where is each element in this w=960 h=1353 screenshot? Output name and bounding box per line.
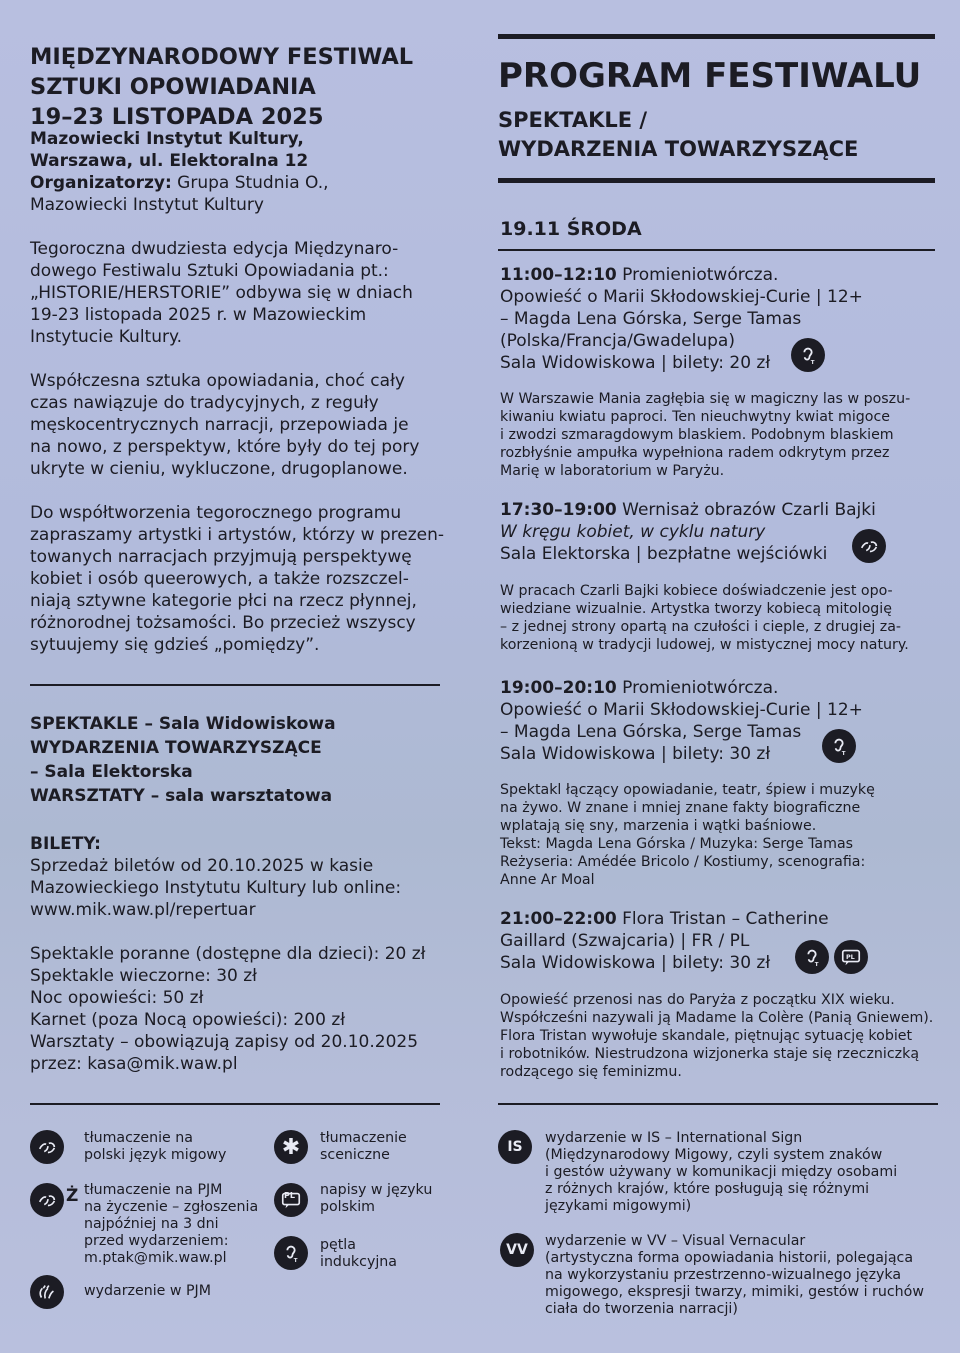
- svg-text:T: T: [814, 962, 819, 968]
- text-line: tłumaczenie: [320, 1130, 407, 1146]
- text-line: Do współtworzenia tegorocznego programu: [30, 503, 402, 523]
- text-line: z różnych krajów, które posługują się różnymi: [545, 1181, 870, 1197]
- text-line: Sala Widowiskowa | bilety: 30 zł: [500, 953, 771, 973]
- text-line: [500, 499, 876, 521]
- header-top-rule: [498, 34, 935, 39]
- event-description: [500, 390, 910, 480]
- text-line: Mazowieckiego Instytutu Kultury lub online:: [30, 878, 402, 898]
- polish-captions-icon: [274, 1183, 308, 1217]
- text-line: Spektakl łączący opowiadanie, teatr, śpiew i muzykę: [500, 782, 875, 798]
- event-21-00: [500, 908, 829, 974]
- tickets-sales: [30, 855, 401, 921]
- text-line: na wykorzystaniu przestrzenno-wizualnego języka: [545, 1267, 902, 1283]
- text-line: wydarzenie w IS – International Sign: [545, 1130, 803, 1146]
- text-line: różnorodnej tożsamości. Bo przecież wszyscy: [30, 613, 416, 633]
- text-line: najpóźniej na 3 dni: [84, 1216, 219, 1232]
- text-line: WARSZTATY – sala warsztatowa: [30, 786, 333, 806]
- svg-text:T: T: [810, 360, 815, 366]
- day-rule: [498, 249, 935, 251]
- divider: [498, 1103, 938, 1105]
- signing-hands-icon: [30, 1275, 64, 1309]
- induction-loop-icon: [795, 940, 829, 974]
- festival-title: [30, 42, 413, 132]
- text-line: Instytucie Kultury.: [30, 327, 183, 347]
- legend-is: [545, 1130, 897, 1215]
- text-line: SPEKTAKLE /: [498, 108, 648, 132]
- text-line: 19–23 LISTOPADA 2025: [30, 104, 324, 130]
- invitation-paragraph: [30, 502, 444, 656]
- on-request-mark: Ż: [66, 1186, 79, 1206]
- text-line: Warszawa, ul. Elektoralna 12: [30, 151, 309, 171]
- text-span: 19:00–20:10: [500, 678, 617, 698]
- text-span: 21:00–22:00: [500, 909, 617, 929]
- text-span: Organizatorzy:: [30, 173, 172, 193]
- text-line: męskocentrycznych narracji, przepowiada je: [30, 415, 409, 435]
- text-line: napisy w języku: [320, 1182, 433, 1198]
- text-line: korzenioną w tradycji ludowej, w mistycznej mocy natury.: [500, 637, 909, 653]
- text-line: MIĘDZYNARODOWY FESTIWAL: [30, 44, 414, 70]
- legend-pjm-event: [84, 1283, 211, 1300]
- text-line: ukryte w cieniu, wykluczone, drugoplanowe.: [30, 459, 408, 479]
- text-line: www.mik.waw.pl/repertuar: [30, 900, 256, 920]
- text-line: [500, 264, 863, 286]
- text-line: indukcyjna: [320, 1254, 397, 1270]
- text-line: Flora Tristan wywołuje skandale, piętnując sytuację kobiet: [500, 1028, 913, 1044]
- venue-list: [30, 712, 336, 808]
- text-line: Marię w laboratorium w Paryżu.: [500, 463, 725, 479]
- venue-info: [30, 128, 329, 216]
- text-line: Mazowiecki Instytut Kultury,: [30, 129, 304, 149]
- tickets-title: BILETY:: [30, 834, 101, 854]
- text-line: Sala Widowiskowa | bilety: 30 zł: [500, 744, 771, 764]
- text-line: [500, 908, 829, 930]
- text-line: polskim: [320, 1199, 375, 1215]
- text-line: wiedziane wizualnie. Artystka tworzy kobiecą mitologię: [500, 601, 892, 617]
- text-line: – Magda Lena Górska, Serge Tamas: [500, 722, 802, 742]
- international-sign-badge: [498, 1130, 532, 1164]
- legend-loop: [320, 1237, 397, 1271]
- svg-text:PL: PL: [845, 952, 855, 961]
- text-line: i zwodzi szmaragdowym blaskiem. Podobnym blaskiem: [500, 427, 894, 443]
- text-line: [30, 172, 329, 194]
- text-line: polski język migowy: [84, 1147, 227, 1163]
- text-line: SPEKTAKLE – Sala Widowiskowa: [30, 714, 336, 734]
- text-line: (Międzynarodowy Migowy, czyli system znaków: [545, 1147, 883, 1163]
- text-line: Opowieść przenosi nas do Paryża z początku XIX wieku.: [500, 992, 895, 1008]
- legend-vv: [545, 1233, 924, 1318]
- text-line: na żywo. W znane i mniej znane fakty biograficzne: [500, 800, 861, 816]
- text-line: WYDARZENIA TOWARZYSZĄCE: [30, 738, 322, 758]
- induction-loop-icon: [822, 729, 856, 763]
- text-line: tłumaczenie na PJM: [84, 1182, 223, 1198]
- text-line: kobiet i osób queerowych, a także rozszczel-: [30, 569, 409, 589]
- text-span: ✱: [281, 1134, 301, 1160]
- svg-text:T: T: [841, 751, 846, 757]
- text-span: Grupa Studnia O.,: [171, 173, 329, 193]
- text-line: Tekst: Magda Lena Górska / Muzyka: Serge Tamas: [500, 836, 854, 852]
- text-line: migowego, ekspresji twarzy, mimiki, gestów i ruchów: [545, 1284, 924, 1300]
- text-line: (Polska/Francja/Gwadelupa): [500, 331, 735, 351]
- text-line: SZTUKI OPOWIADANIA: [30, 74, 316, 100]
- day-heading: 19.11 ŚRODA: [500, 218, 642, 240]
- text-span: IS: [507, 1139, 523, 1155]
- text-line: sceniczne: [320, 1147, 390, 1163]
- text-line: na nowo, z perspektyw, które były do tej pory: [30, 437, 420, 457]
- text-line: Współczesna sztuka opowiadania, choć cały: [30, 371, 405, 391]
- divider: [30, 1103, 440, 1105]
- text-line: Spektakle poranne (dostępne dla dzieci): 20 zł: [30, 944, 426, 964]
- text-line: rodzącego się feminizmu.: [500, 1064, 682, 1080]
- text-line: Mazowiecki Instytut Kultury: [30, 195, 264, 215]
- text-line: towanych narracjach przyjmują perspektywę: [30, 547, 412, 567]
- text-line: W kręgu kobiet, w cyklu natury: [500, 522, 766, 542]
- sign-language-on-request-icon: [30, 1183, 64, 1217]
- event-17-30: [500, 499, 876, 565]
- text-line: [500, 677, 863, 699]
- text-line: „HISTORIE/HERSTORIE” odbywa się w dniach: [30, 283, 413, 303]
- text-line: kiwaniu kwiatu paproci. Ten nieuchwytny kwiat migoce: [500, 409, 890, 425]
- text-line: językami migowymi): [545, 1198, 692, 1214]
- text-line: tłumaczenie na: [84, 1130, 193, 1146]
- text-line: (artystyczna forma opowiadania historii, polegająca: [545, 1250, 914, 1266]
- event-description: [500, 582, 909, 654]
- text-line: na życzenie – zgłoszenia: [84, 1199, 259, 1215]
- sign-language-icon: [852, 529, 886, 563]
- legend-pjm-request: [84, 1182, 258, 1267]
- intro-paragraph: [30, 238, 413, 348]
- text-line: Warsztaty – obowiązują zapisy od 20.10.2025: [30, 1032, 419, 1052]
- text-line: WYDARZENIA TOWARZYSZĄCE: [498, 137, 859, 161]
- stage-translation-icon: [274, 1130, 308, 1164]
- text-line: Noc opowieści: 50 zł: [30, 988, 204, 1008]
- text-line: – Magda Lena Górska, Serge Tamas: [500, 309, 802, 329]
- captions-mark: PL: [284, 1191, 295, 1200]
- text-line: W Warszawie Mania zagłębia się w magiczny las w poszu-: [500, 391, 911, 407]
- text-line: – z jednej strony opartą na czułości i cieple, z drugiej za-: [500, 619, 902, 635]
- legend-pjm: [84, 1130, 226, 1164]
- text-line: – Sala Elektorska: [30, 762, 193, 782]
- event-description: [500, 991, 933, 1081]
- text-span: Promieniotwórcza.: [616, 265, 779, 285]
- text-line: Tegoroczna dwudziesta edycja Międzynaro-: [30, 239, 399, 259]
- text-line: Współcześni nazywali ją Madame la Colère (Panią Gniewem).: [500, 1010, 934, 1026]
- text-line: dowego Festiwalu Sztuki Opowiadania pt.:: [30, 261, 389, 281]
- text-line: Gaillard (Szwajcaria) | FR / PL: [500, 931, 750, 951]
- about-paragraph: [30, 370, 419, 480]
- program-subtitle: [498, 106, 858, 164]
- ticket-prices: [30, 943, 426, 1075]
- polish-captions-icon: [834, 940, 868, 974]
- text-line: sytuujemy się gdzieś „pomiędzy”.: [30, 635, 320, 655]
- text-line: Opowieść o Marii Skłodowskiej-Curie | 12+: [500, 287, 863, 307]
- text-line: wplatają się sny, marzenia i wątki baśniowe.: [500, 818, 817, 834]
- text-span: 11:00–12:10: [500, 265, 617, 285]
- event-description: [500, 781, 875, 889]
- text-line: przed wydarzeniem:: [84, 1233, 229, 1249]
- text-line: Reżyseria: Amédée Bricolo / Kostiumy, scenografia:: [500, 854, 866, 870]
- text-line: m.ptak@mik.waw.pl: [84, 1250, 227, 1266]
- sign-language-icon: [30, 1130, 64, 1164]
- text-span: Wernisaż obrazów Czarli Bajki: [616, 500, 876, 520]
- text-line: W pracach Czarli Bajki kobiece doświadczenie jest opo-: [500, 583, 893, 599]
- text-span: Promieniotwórcza.: [616, 678, 779, 698]
- text-line: Sala Elektorska | bezpłatne wejściówki: [500, 544, 828, 564]
- text-span: Flora Tristan – Catherine: [616, 909, 829, 929]
- text-line: rozbłyśnie ampułka wypełniona radem odkrytym przez: [500, 445, 890, 461]
- text-line: 19-23 listopada 2025 r. w Mazowieckim: [30, 305, 367, 325]
- text-line: wydarzenie w PJM: [84, 1283, 211, 1299]
- text-line: niają sztywne kategorie płci na rzecz płynnej,: [30, 591, 417, 611]
- text-span: VV: [506, 1242, 528, 1258]
- text-line: Anne Ar Moal: [500, 872, 595, 888]
- text-span: 17:30–19:00: [500, 500, 617, 520]
- text-line: przez: kasa@mik.waw.pl: [30, 1054, 238, 1074]
- induction-loop-icon: [791, 338, 825, 372]
- text-line: Opowieść o Marii Skłodowskiej-Curie | 12+: [500, 700, 863, 720]
- text-line: zapraszamy artystki i artystów, którzy w prezen-: [30, 525, 445, 545]
- text-line: ciała do tworzenia narracji): [545, 1301, 738, 1317]
- text-line: czas nawiązuje do tradycyjnych, z reguły: [30, 393, 379, 413]
- induction-loop-icon: [274, 1236, 308, 1270]
- text-line: wydarzenie w VV – Visual Vernacular: [545, 1233, 806, 1249]
- event-19-00: [500, 677, 863, 765]
- text-line: Sala Widowiskowa | bilety: 20 zł: [500, 353, 771, 373]
- text-line: Sprzedaż biletów od 20.10.2025 w kasie: [30, 856, 374, 876]
- text-line: i robotników. Niestrudzona wizjonerka staje się rzeczniczką: [500, 1046, 920, 1062]
- legend-captions: [320, 1182, 432, 1216]
- program-title: PROGRAM FESTIWALU: [498, 56, 922, 96]
- divider: [30, 684, 440, 686]
- header-bottom-rule: [498, 178, 935, 183]
- text-line: pętla: [320, 1237, 356, 1253]
- text-line: i gestów używany w komunikacji między osobami: [545, 1164, 898, 1180]
- text-line: Spektakle wieczorne: 30 zł: [30, 966, 258, 986]
- text-line: Karnet (poza Nocą opowieści): 200 zł: [30, 1010, 346, 1030]
- svg-text:T: T: [293, 1258, 298, 1264]
- visual-vernacular-badge: [500, 1233, 534, 1267]
- legend-stage: [320, 1130, 407, 1164]
